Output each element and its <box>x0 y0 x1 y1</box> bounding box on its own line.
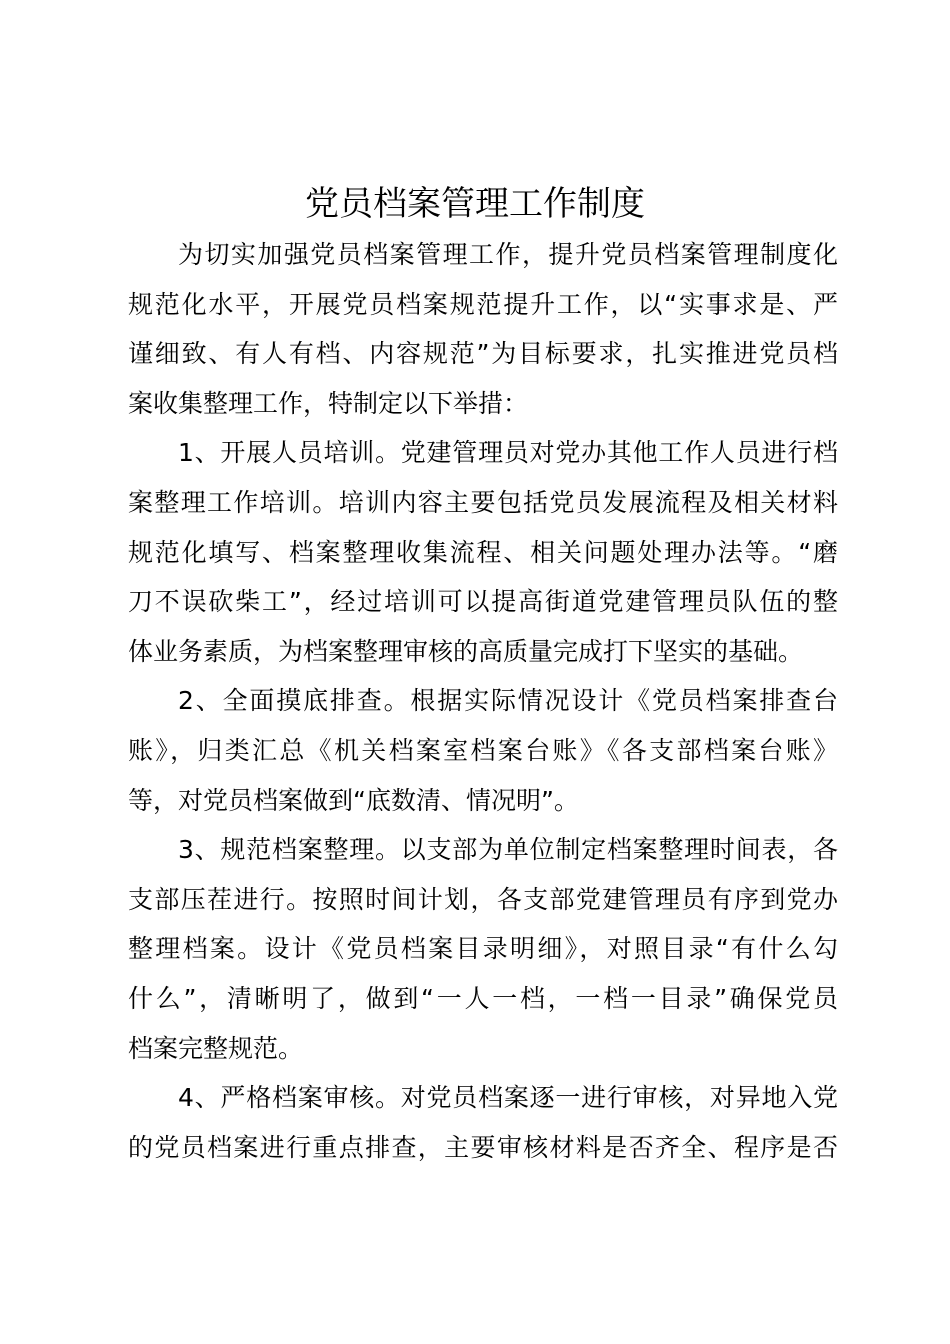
text-line: 整理档案。设计《党员档案目录明细》，对照目录“有什么勾 <box>128 934 838 964</box>
text-line: 规范化水平，开展党员档案规范提升工作，以“实事求是、严 <box>128 289 838 319</box>
text-line: 案收集整理工作，特制定以下举措： <box>128 388 529 418</box>
text-line: 等，对党员档案做到“底数清、情况明”。 <box>128 785 579 815</box>
text-line: 账》，归类汇总《机关档案室档案台账》《各支部档案台账》 <box>128 735 838 765</box>
paragraph-item-3 <box>128 825 838 1073</box>
paragraph-intro <box>128 230 838 428</box>
text-line: 体业务素质，为档案整理审核的高质量完成打下坚实的基础。 <box>128 636 804 666</box>
text-line: 什么”，清晰明了，做到“一人一档，一档一目录”确保党员 <box>128 983 838 1013</box>
text-line: 2、全面摸底排查。根据实际情况设计《党员档案排查台 <box>178 686 838 716</box>
text-line: 刀不误砍柴工”，经过培训可以提高街道党建管理员队伍的整 <box>128 587 838 617</box>
text-line: 案整理工作培训。培训内容主要包括党员发展流程及相关材料 <box>128 487 838 517</box>
text-line: 4、严格档案审核。对党员档案逐一进行审核，对异地入党 <box>178 1083 838 1113</box>
paragraph-item-2 <box>128 676 838 825</box>
paragraph-item-4 <box>128 1073 838 1172</box>
document-body <box>128 230 838 1172</box>
paragraph-item-1 <box>128 428 838 676</box>
text-line: 规范化填写、档案整理收集流程、相关问题处理办法等。“磨 <box>128 537 838 567</box>
text-line: 为切实加强党员档案管理工作，提升党员档案管理制度化 <box>178 240 838 269</box>
text-line: 的党员档案进行重点排查，主要审核材料是否齐全、程序是否 <box>128 1132 838 1162</box>
text-line: 档案完整规范。 <box>128 1033 304 1063</box>
text-line: 支部压茬进行。按照时间计划，各支部党建管理员有序到党办 <box>128 884 838 914</box>
document-title: 党员档案管理工作制度 <box>305 184 645 224</box>
text-line: 谨细致、有人有档、内容规范”为目标要求，扎实推进党员档 <box>128 339 838 369</box>
text-line: 1、开展人员培训。党建管理员对党办其他工作人员进行档 <box>178 438 838 468</box>
text-line: 3、规范档案整理。以支部为单位制定档案整理时间表，各 <box>178 835 838 865</box>
